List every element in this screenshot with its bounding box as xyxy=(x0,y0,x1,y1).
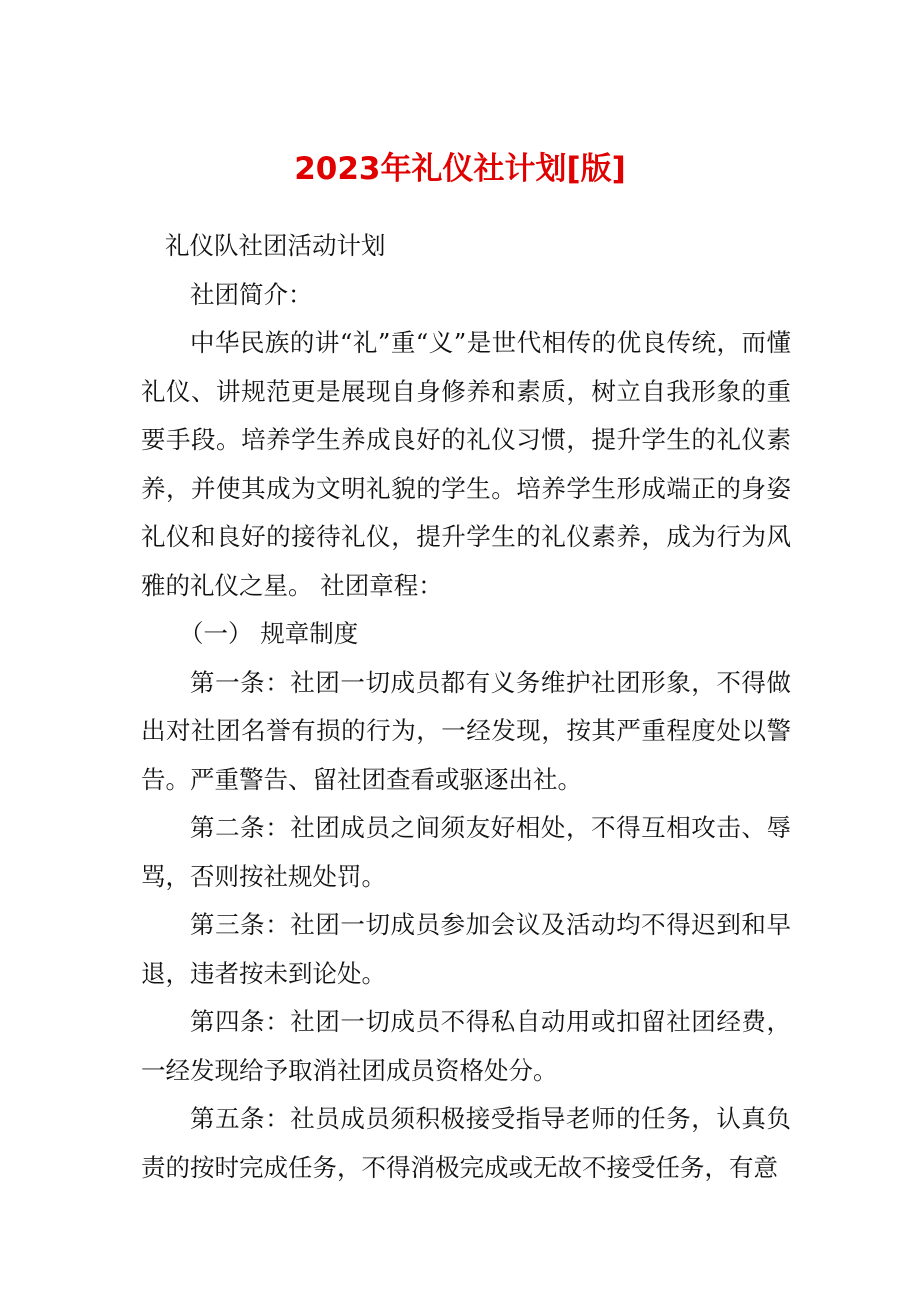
document-body xyxy=(141,222,791,1192)
article-2: 第二条：社团成员之间须友好相处，不得互相攻击、辱骂，否则按社规处罚。 xyxy=(141,813,791,891)
section-heading-rules: （一） 规章制度 xyxy=(178,619,359,648)
document-subtitle: 礼仪队社团活动计划 xyxy=(165,231,386,260)
intro-paragraph: 中华民族的讲“礼”重“义”是世代相传的优良传统，而懂礼仪、讲规范更是展现自身修养和素质，树立自我形象的重要手段。培养学生养成良好的礼仪习惯，提升学生的礼仪素养，并使其成为文明礼貌的学生。培养学生形成端正的身姿礼仪和良好的接待礼仪，提升学生的礼仪素养，成为行为风雅的礼仪之星。 社团章程： xyxy=(141,328,791,600)
article-5: 第五条：社员成员须积极接受指导老师的任务，认真负责的按时完成任务，不得消极完成或无故不接受任务，有意 xyxy=(141,1104,791,1182)
section-label-intro: 社团简介： xyxy=(190,279,313,309)
article-1: 第一条：社团一切成员都有义务维护社团形象，不得做出对社团名誉有损的行为，一经发现，按其严重程度处以警告。严重警告、留社团查看或驱逐出社。 xyxy=(141,667,791,794)
article-4: 第四条：社团一切成员不得私自动用或扣留社团经费，一经发现给予取消社团成员资格处分。 xyxy=(141,1007,791,1085)
article-3: 第三条：社团一切成员参加会议及活动均不得迟到和早退，违者按未到论处。 xyxy=(141,910,791,988)
document-title: 2023年礼仪社计划[版] xyxy=(294,151,626,187)
